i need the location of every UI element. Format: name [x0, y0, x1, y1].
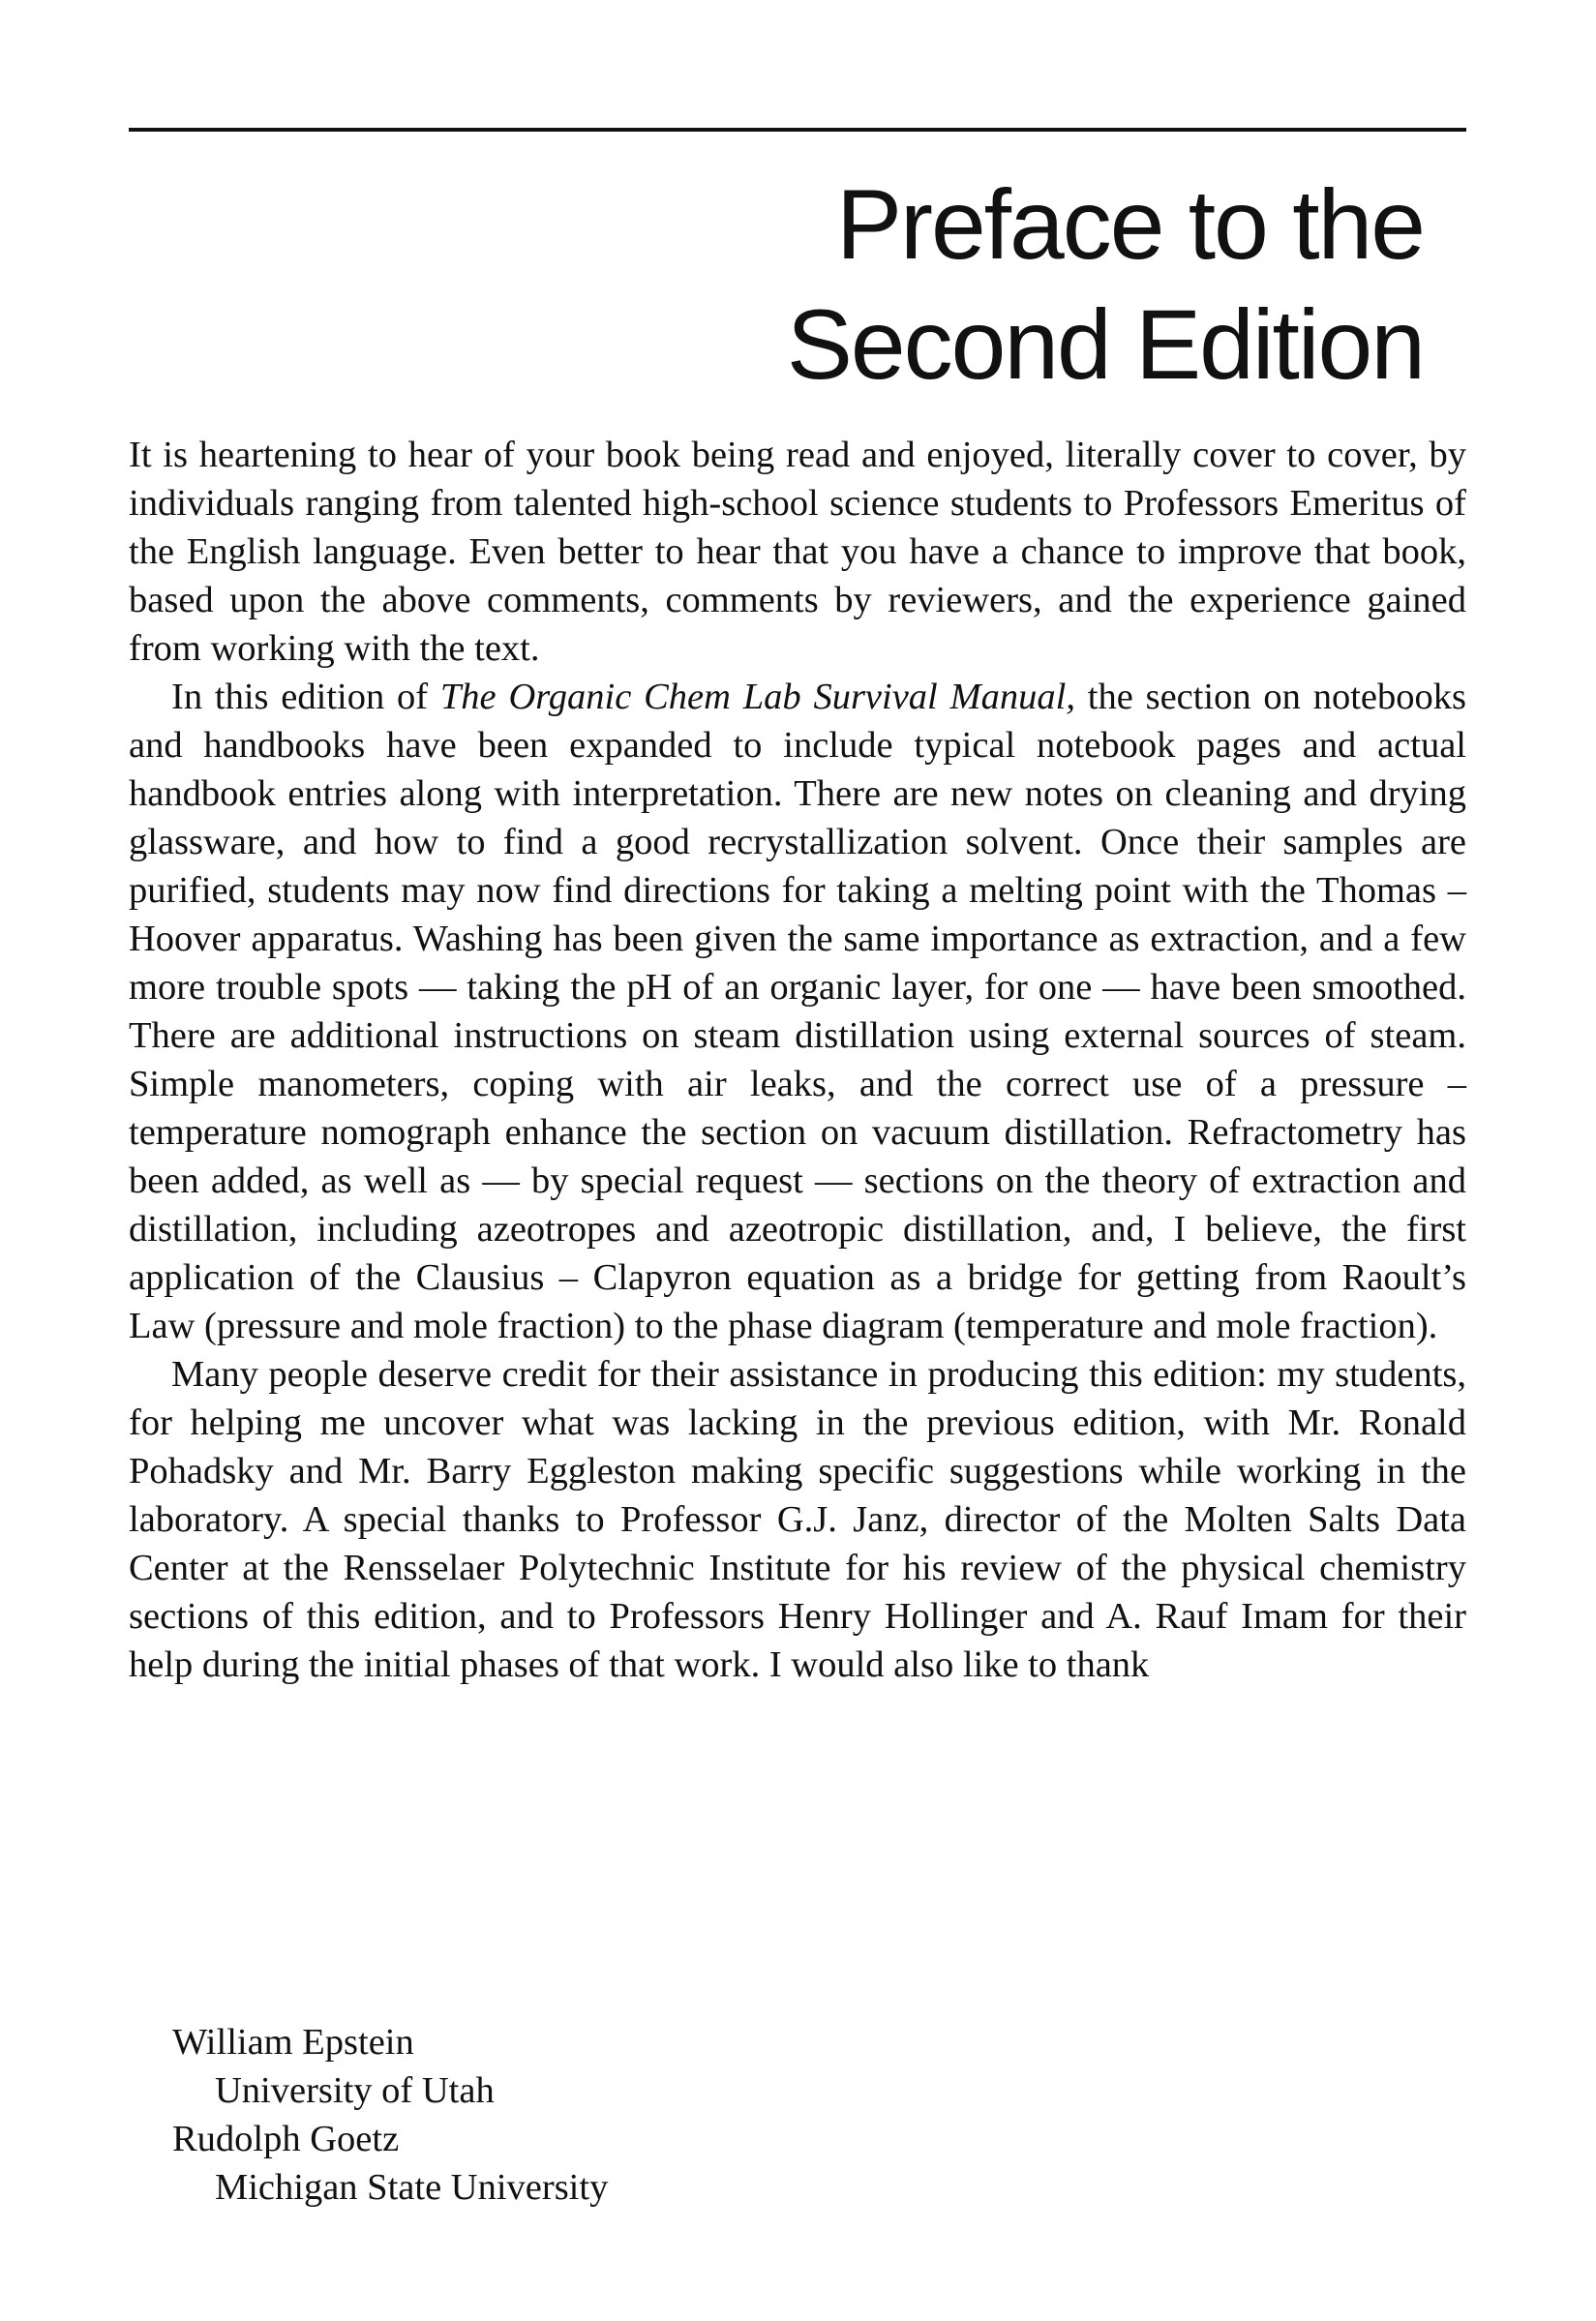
acknowledgement-list: [172, 2018, 608, 2212]
title-line-1: Preface to the: [835, 169, 1424, 280]
person-name: William Epstein: [172, 2022, 414, 2063]
header-rule: [129, 128, 1466, 132]
page-title: [787, 165, 1424, 405]
person-name: Rudolph Goetz: [172, 2119, 400, 2159]
preface-body: [129, 431, 1466, 1689]
paragraph-1: It is heartening to hear of your book being read and enjoyed, literally cover to cover, by individuals ranging from talented high-school science students to Professors Emeritus of the English language. Even better to hear that you have a chance to improve that book, based upon the above comments, comments by reviewers, and the experience gained from working with the text.: [129, 435, 1466, 669]
paragraph-2: [129, 673, 1466, 1350]
paragraph-2-rest: the section on notebooks and handbooks have been expanded to include typical notebook pages and actual handbook entries along with interpretation. There are new notes on cleaning and drying glassware, and how to find a good recrystallization solvent. Once their samples are purified, students may now find directions for taking a melting point with the Thomas – Hoover apparatus. Washing has been given the same importance as extraction, and a few more trouble spots — taking the pH of an organic layer, for one — have been smoothed. There are additional instructions on steam distillation using external sources of steam. Simple manometers, coping with air leaks, and the correct use of a pressure – temperature nomograph enhance the section on vacuum distillation. Refractometry has been added, as well as — by special request — sections on the theory of extraction and distillation, including azeotropes and azeotropic distillation, and, I believe, the first application of the Clausius – Clapyron equation as a bridge for getting from Raoult’s Law (pressure and mole fraction) to the phase diagram (temperature and mole fraction).: [129, 677, 1466, 1346]
paragraph-2-lead: In this edition of: [171, 677, 440, 717]
title-line-2: Second Edition: [786, 289, 1424, 400]
paragraph-3: Many people deserve credit for their assistance in producing this edition: my students, for helping me uncover what was lacking in the previous edition, with Mr. Ronald Pohadsky and Mr. Barry Eggleston making specific suggestions while working in the laboratory. A special thanks to Professor G.J. Janz, director of the Molten Salts Data Center at the Rensselaer Polytechnic Institute for his review of the physical chemistry sections of this edition, and to Professors Henry Hollinger and A. Rauf Imam for their help during the initial phases of that work. I would also like to thank: [129, 1354, 1466, 1685]
person-affiliation: University of Utah: [215, 2070, 495, 2111]
person-affiliation: Michigan State University: [215, 2167, 609, 2208]
book-title: The Organic Chem Lab Survival Manual,: [439, 677, 1075, 717]
